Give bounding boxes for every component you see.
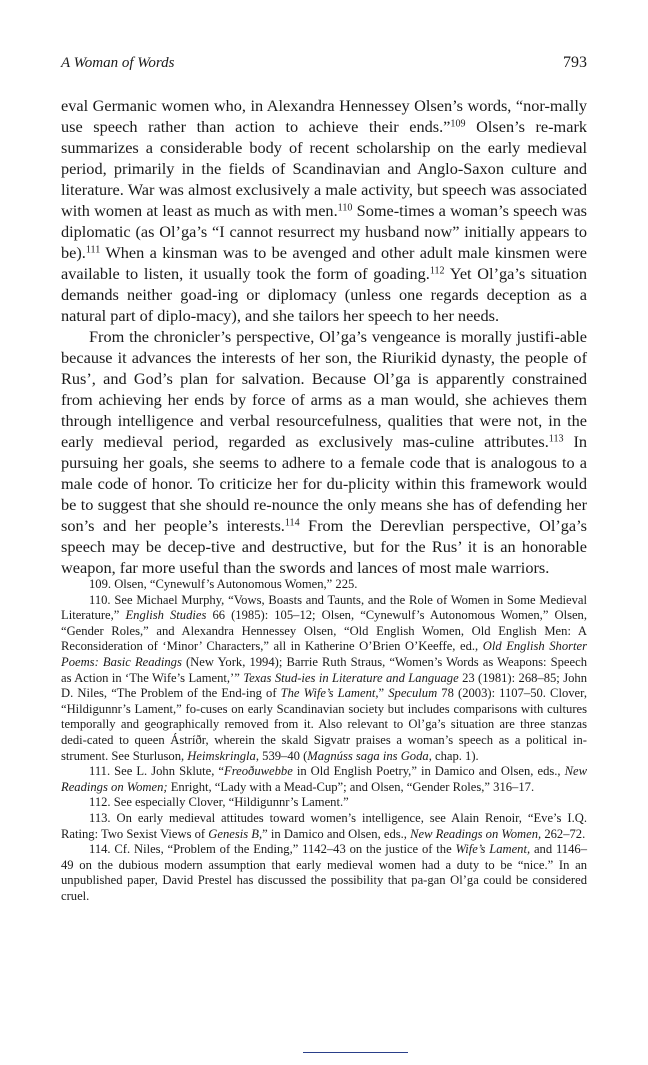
- italic-title: Texas Stud-ies in Literature and Language: [243, 670, 459, 685]
- italic-title: New Readings on Women,: [410, 826, 542, 841]
- text-run: (New York, 1994); Barrie Ruth Straus, “Women’s Words as Weapons: Speech as Action in ‘The Wife’s Lament,’”: [61, 654, 587, 685]
- footnotes: [61, 577, 587, 904]
- footnote-ref: 109: [450, 118, 466, 130]
- footnote-112: [61, 795, 587, 811]
- italic-title: Genesis B,: [208, 826, 263, 841]
- footnote-ref: 112: [429, 265, 445, 277]
- text-run: From the Derevlian perspective, Ol’ga’s speech may be decep-tive and destructive, but for the Rus’ it is an honorable weapon, far more useful than the swords and lances of most male warriors.: [61, 516, 588, 577]
- italic-title: New Readings on Women;: [61, 764, 587, 794]
- text-run: 112. See especially Clover, “Hildigunnr’s Lament.”: [89, 795, 349, 810]
- footnote-110: [61, 593, 587, 765]
- text-run: , chap. 1).: [428, 748, 479, 763]
- italic-title: Old English Shorter Poems: Basic Readings: [61, 639, 588, 669]
- footnote-113: [61, 811, 587, 842]
- footnote-ref: 113: [548, 433, 564, 445]
- footnote-ref: 114: [284, 517, 300, 529]
- text-run: 78 (2003): 1107–50. Clover, “Hildigunnr’s Lament,” fo-cuses on early Scandinavian society but includes comparisons with cultures temporally and geographically removed from it. Also relevant to Ol’ga’s situation are three stanzas dedi-cated to queen Ástríðr, wherein the skald Sigvatr praises a woman’s speech as a political in-strument. See Sturluson,: [61, 686, 587, 763]
- text-run: From the chronicler’s perspective, Ol’ga’s vengeance is morally justifi-able because it advances the interests of her son, the Riurikid dynasty, the people of Rus’, and God’s plan for salvation. Because Ol’ga is apparently constrained from achieving her ends by force of arms as a man would, she achieves them through intelligence and verbal resourcefulness, qualities that were not, in the early medieval period, regarded as exclusively mas-culine attributes.: [61, 327, 587, 451]
- footnote-ref: 111: [85, 244, 101, 256]
- running-head: [61, 52, 587, 74]
- text-run: and 1146–49 on the dubious modern assumption that early medieval women had a duty to be “nice.” In an unpublished paper, David Prestel has discussed the possibility that pa-gan Ol’ga could be considered cruel.: [61, 842, 587, 903]
- text-run: 109. Olsen, “Cynewulf’s Autonomous Women,” 225.: [89, 577, 358, 591]
- text-run: Yet Ol’ga’s situation demands neither goad-ing or diplomacy (unless one regards deception as a natural part of diplo-macy), and she tailors her speech to her needs.: [61, 264, 588, 325]
- text-run: , 539–40 (: [255, 748, 308, 763]
- italic-title: Heimskringla: [187, 748, 256, 763]
- text-run: 262–72.: [541, 826, 586, 841]
- text-run: Some-times a woman’s speech was diplomatic (as Ol’ga’s “I cannot resurrect my husband now” initially appears to be).: [61, 201, 588, 262]
- text-run: in Old English Poetry,” in Damico and Olsen, eds.,: [292, 764, 565, 779]
- text-run: eval Germanic women who, in Alexandra Hennessey Olsen’s words, “nor-mally use speech rather than action to achieve their ends.”: [61, 96, 587, 136]
- italic-title: Magnúss saga ins Goda: [307, 748, 429, 763]
- text-run: In pursuing her goals, she seems to adhere to a female code that is analogous to a male code of honor. To criticize her for du-plicity within this framework would be to suggest that she should re-nounce the only means she has of defending her son’s and her people’s interests.: [61, 432, 588, 535]
- italic-title: Speculum: [388, 686, 438, 701]
- text-run: 113. On early medieval attitudes toward women’s intelligence, see Alain Renoir, “Eve’s I.Q. Rating: Two Sexist Views of: [61, 810, 587, 841]
- text-run: 66 (1985): 105–12; Olsen, “Cynewulf’s Autonomous Women,” Olsen, “Gender Roles,” and Alexandra Hennessey Olsen, “Old English Women, Old English Men: A Reconsideration of ‘Minor’ Characters,” all in Katherine O’Brien O’Keeffe, ed.,: [61, 608, 588, 654]
- text-run: When a kinsman was to be avenged and other adult male kinsmen were available to listen, it usually took the form of goading.: [61, 243, 587, 283]
- footnote-111: [61, 764, 587, 795]
- footnote-109: [61, 577, 587, 593]
- text-run: 114. Cf. Niles, “Problem of the Ending,” 1142–43 on the justice of the: [89, 842, 456, 857]
- text-run: Enright, “Lady with a Mead-Cup”; and Olsen, “Gender Roles,” 316–17.: [167, 779, 535, 794]
- page-number: 793: [563, 54, 587, 71]
- text-run: Olsen’s re-mark summarizes a considerable body of recent scholarship on the early medieval period, primarily in the fields of Scandinavian and Anglo-Saxon culture and literature. War was almost exclusively a male activity, but speech was associated with women at least as much as with men.: [61, 117, 588, 220]
- body-paragraph: [61, 95, 587, 326]
- italic-title: Wife’s Lament,: [455, 842, 531, 857]
- italic-title: The Wife’s Lament,: [280, 686, 379, 701]
- text-run: 111. See L. John Sklute, “: [89, 764, 225, 779]
- text-run: 110. See Michael Murphy, “Vows, Boasts and Taunts, and the Role of Women in Some Medieval Literature,”: [61, 592, 587, 623]
- text-run: 23 (1981): 268–85; John D. Niles, “The Problem of the End-ing of: [61, 670, 587, 701]
- footnote-114: [61, 842, 587, 904]
- running-head-title: A Woman of Words: [61, 55, 175, 71]
- italic-title: English Studies: [125, 608, 207, 623]
- bottom-rule: [303, 1052, 408, 1053]
- body-text: [61, 95, 587, 578]
- italic-title: Freoðuwebbe: [224, 764, 293, 779]
- text-run: ” in Damico and Olsen, eds.,: [262, 826, 411, 841]
- footnote-ref: 110: [337, 202, 353, 214]
- text-run: ”: [378, 686, 389, 701]
- body-paragraph: [61, 326, 587, 578]
